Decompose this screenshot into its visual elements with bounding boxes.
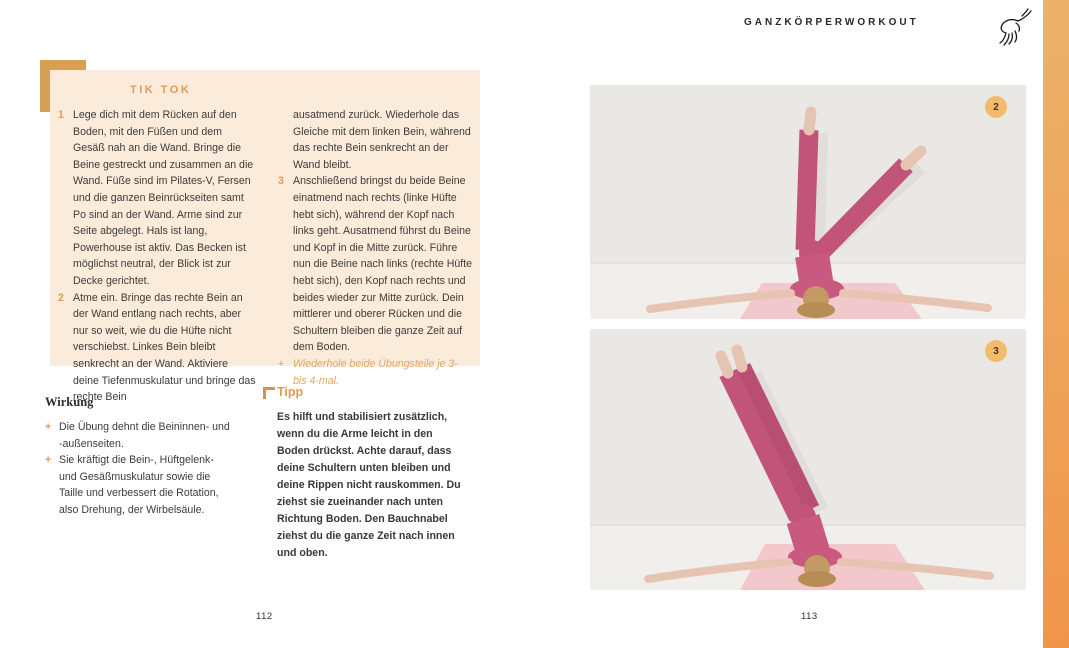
tip-text: Es hilft und stabilisiert zusätzlich, wenn du die Arme leicht in den Boden drückst. Achte darauf, dass deine Schultern unten bleiben und deine Rippen nicht rauskommen. Du ziehst sie zueinander nach unten Richtung Boden. Den Bauchnabel ziehst du die ganze Zeit nach innen und oben. bbox=[277, 411, 461, 559]
step-number: 2 bbox=[58, 291, 64, 304]
plus-icon: + bbox=[45, 421, 52, 433]
tip-title: Tipp bbox=[277, 385, 304, 399]
exercise-figure-illustration bbox=[590, 85, 1026, 319]
step-text: Lege dich mit dem Rücken auf den Boden, mit den Füßen und dem Gesäß nah an die Wand. Bringe die Beine gestreckt und zusammen an die Wand. Füße sind im Pilates-V, Fersen und die ganzen Beinrückseiten samt Po sind an der Wand. Arme sind zur Seite abgelegt. Hals ist lang, Powerhouse ist aktiv. Das Becken ist möglichst neutral, der Blick ist zur Decke gerichtet. bbox=[73, 109, 254, 287]
step-badge: 3 bbox=[985, 340, 1007, 362]
instruction-step bbox=[278, 173, 474, 356]
effect-bullet-text: Die Übung dehnt die Beininnen- und -außenseiten. bbox=[59, 421, 230, 450]
step-number: 3 bbox=[278, 175, 284, 188]
page-number-left: 112 bbox=[256, 611, 273, 622]
repetition-note-text: Wiederhole beide Übungsteile je 3- bis 4-mal. bbox=[293, 357, 458, 387]
running-head: GANZKÖRPERWORKOUT bbox=[744, 17, 919, 28]
instruction-step bbox=[58, 107, 256, 290]
instructions-column-1 bbox=[58, 107, 256, 406]
tip-corner-mark bbox=[263, 387, 275, 399]
exercise-photo-legs-v bbox=[590, 85, 1026, 319]
effect-bullet bbox=[45, 419, 233, 452]
instructions-column-2 bbox=[278, 107, 474, 389]
edge-accent-bar bbox=[1043, 0, 1069, 648]
effect-bullet-text: Sie kräftigt die Bein-, Hüftgelenk- und Gesäßmuskulatur sowie die Taille und verbessert die Rotation, also Drehung, der Wirbelsäule. bbox=[59, 454, 219, 516]
exercise-figure-illustration bbox=[590, 329, 1026, 590]
step-text: ausatmend zurück. Wiederhole das Gleiche mit dem linken Bein, während das rechte Bein senkrecht an der Wand bleibt. bbox=[293, 109, 471, 171]
step-number: 1 bbox=[58, 109, 64, 121]
instruction-step bbox=[58, 290, 256, 406]
instruction-step bbox=[278, 107, 474, 173]
step-badge: 2 bbox=[985, 96, 1007, 118]
plus-icon: + bbox=[278, 357, 285, 370]
hand-sketch-icon bbox=[991, 8, 1035, 48]
plus-icon: + bbox=[45, 454, 52, 467]
effect-title: Wirkung bbox=[45, 395, 94, 409]
step-text: Atme ein. Bringe das rechte Bein an der Wand entlang nach rechts, aber nur so weit, wie du die Hüfte nicht verschiebst. Linkes Bein bleibt senkrecht an der Wand. Aktiviere deine Tiefenmuskulatur und bringe das rechte Bein bbox=[73, 291, 256, 404]
effect-bullet bbox=[45, 452, 233, 518]
step-text: Anschließend bringst du beide Beine einatmend nach rechts (linke Hüfte hebt sich), während der Kopf nach links geht. Ausatmend führst du Beine und Kopf in die Mitte zurück. Führe nun die Beine nach links (rechte Hüfte hebt sich), den Kopf nach rechts und beides wieder zur Mitte zurück. Dein mittlerer und oberer Rücken und die Schultern bleiben die ganze Zeit auf dem Boden. bbox=[293, 175, 473, 354]
effect-section bbox=[45, 395, 233, 519]
exercise-photo-legs-tilted bbox=[590, 329, 1026, 590]
tip-section bbox=[263, 385, 465, 562]
step-number bbox=[278, 107, 293, 173]
exercise-title: TIK TOK bbox=[130, 84, 192, 96]
page-number-right: 113 bbox=[801, 611, 818, 622]
